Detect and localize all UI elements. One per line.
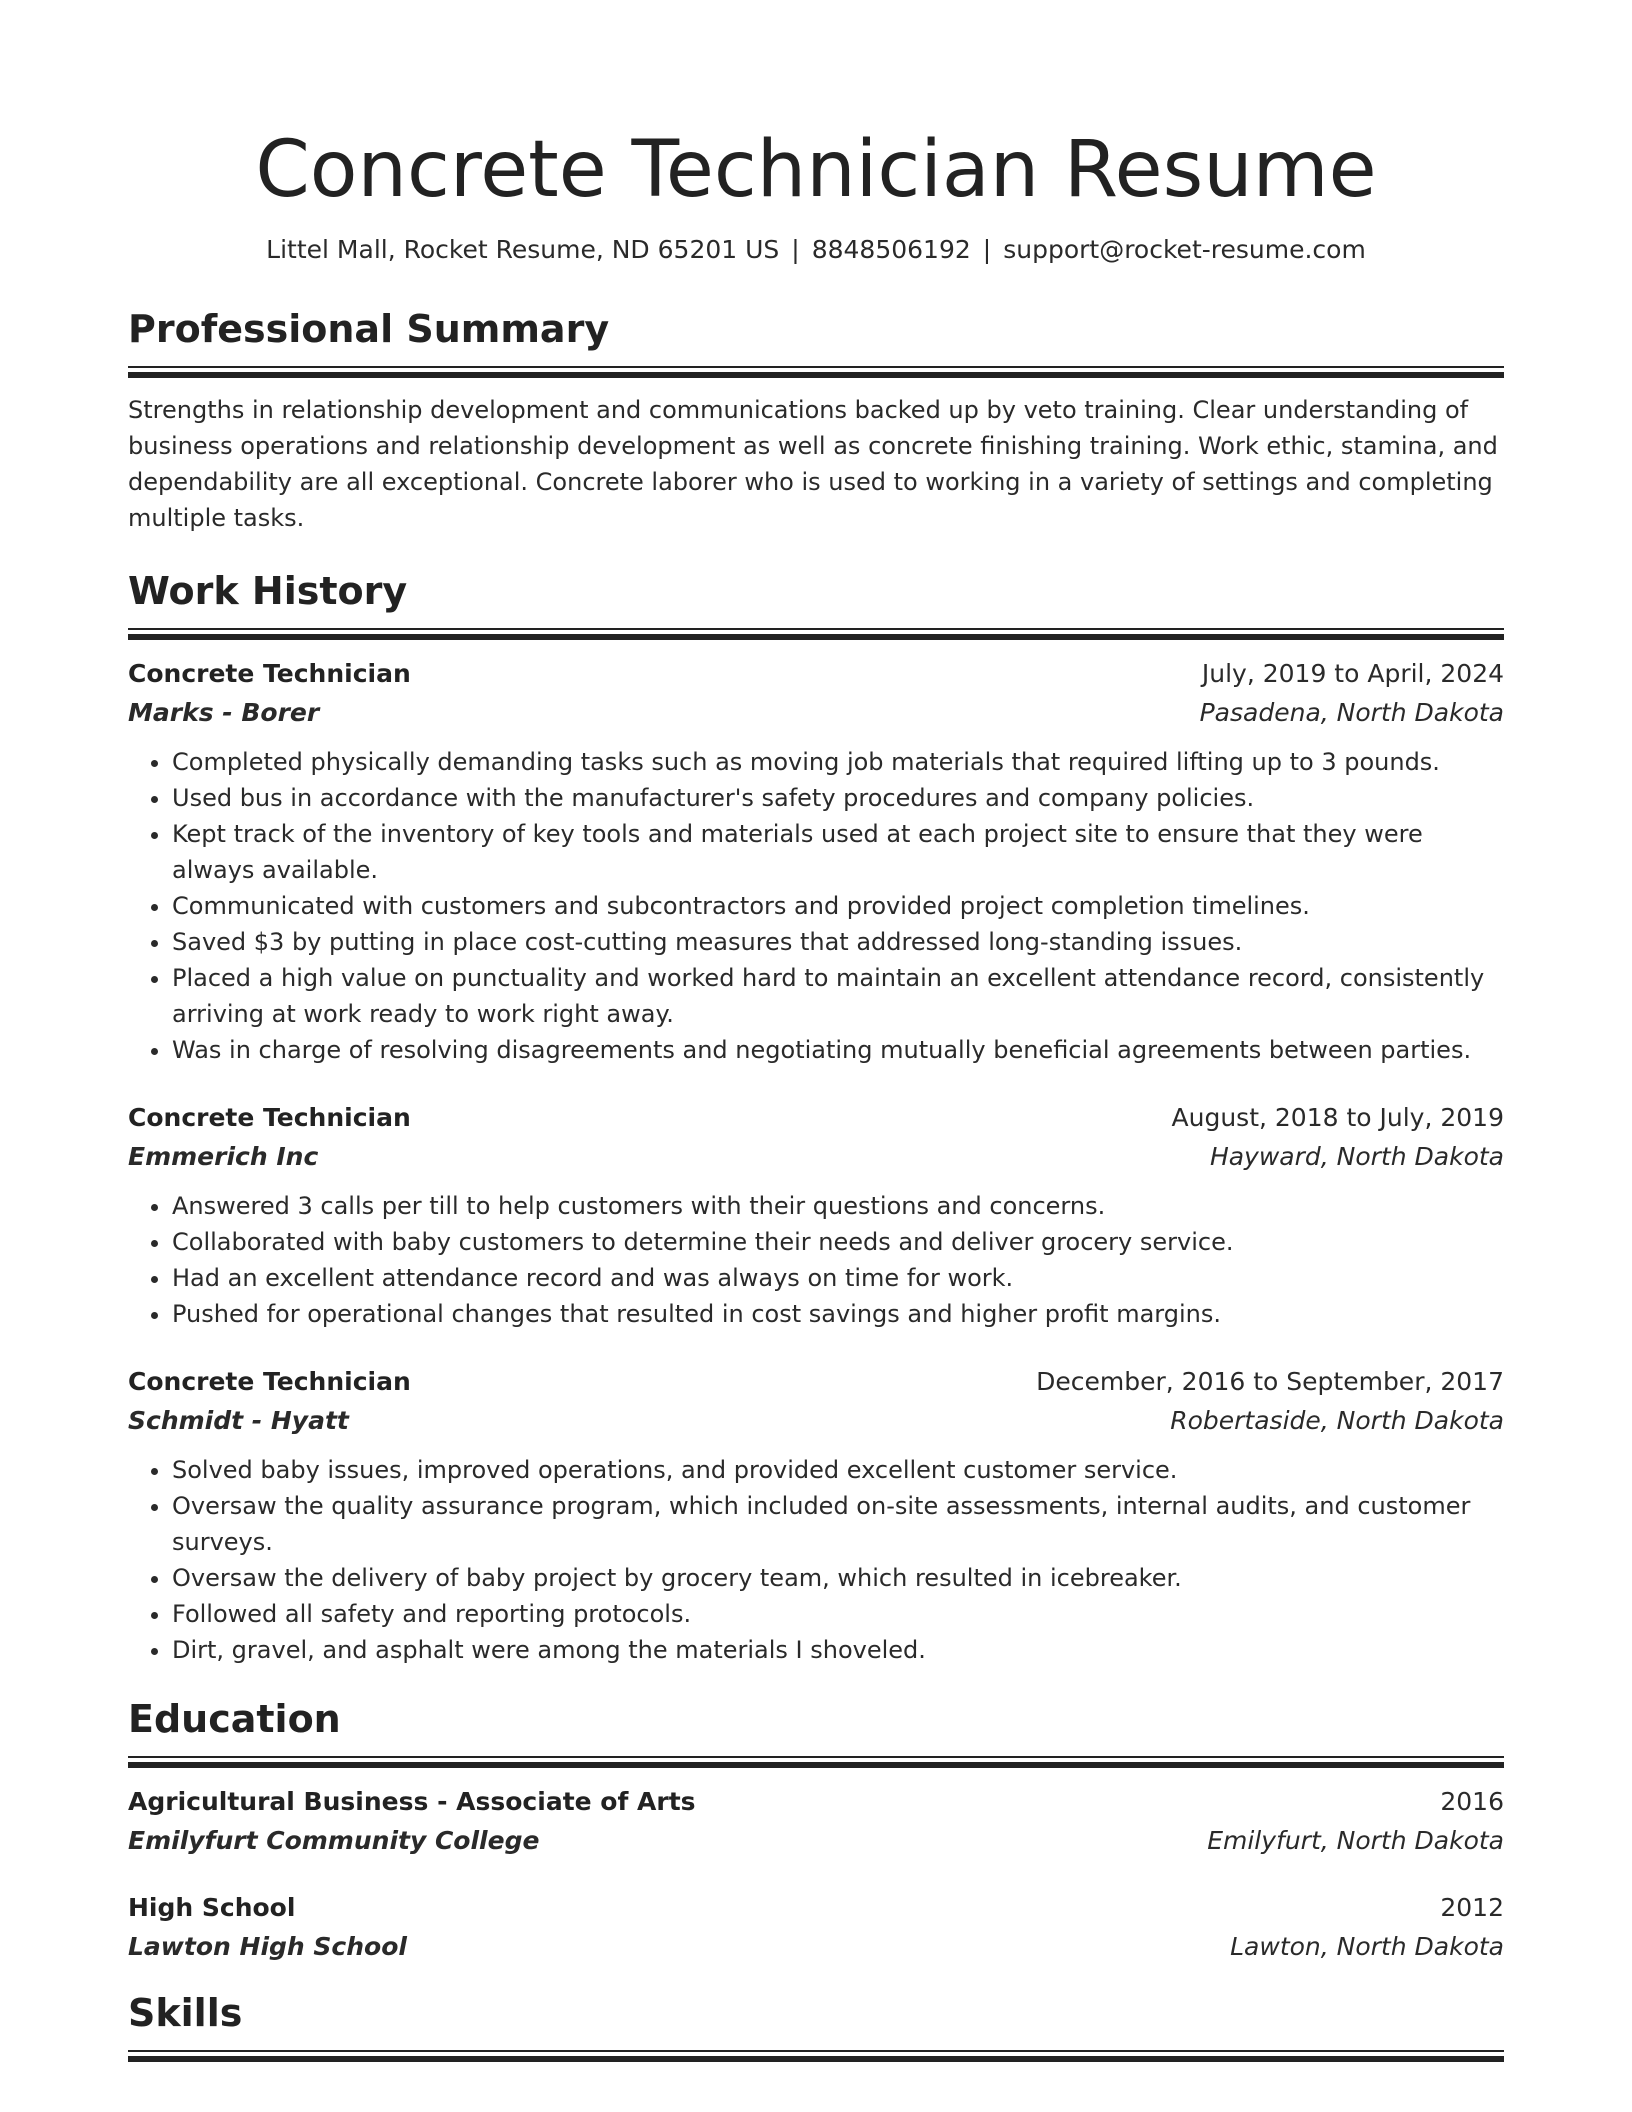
job-bullet: • Communicated with customers and subcontractors and provided project completion timelines. — [172, 888, 1504, 924]
education-degree: High School — [128, 1893, 296, 1922]
job-dates: August, 2018 to July, 2019 — [1171, 1103, 1504, 1132]
job-bullet: • Solved baby issues, improved operations, and provided excellent customer service. — [172, 1452, 1504, 1488]
section-divider — [128, 2050, 1504, 2062]
summary-text: Strengths in relationship development and communications backed up by veto training. Clear understanding of business operations and relationship development as well as concrete finishing training. Work ethic, stamina, and dependability are all exceptional. Concrete laborer who is used to working in a variety of settings and completing multiple tasks. — [128, 396, 1498, 532]
job-entry — [128, 1362, 1504, 1668]
job-dates: July, 2019 to April, 2024 — [1201, 659, 1504, 688]
job-company: Schmidt - Hyatt — [128, 1406, 349, 1435]
job-bullet: • Answered 3 calls per till to help customers with their questions and concerns. — [172, 1188, 1504, 1224]
job-bullet: • Collaborated with baby customers to determine their needs and deliver grocery service. — [172, 1224, 1504, 1260]
contact-phone: 8848506192 — [811, 235, 971, 264]
resume-title: Concrete Technician Resume — [255, 125, 1377, 215]
education-school: Lawton High School — [128, 1932, 407, 1961]
job-entry — [128, 654, 1504, 1068]
contact-separator: | — [791, 235, 800, 264]
education-year: 2012 — [1440, 1893, 1504, 1922]
summary-heading: Professional Summary — [128, 307, 610, 351]
job-title: Concrete Technician — [128, 659, 411, 688]
job-company: Emmerich Inc — [128, 1142, 319, 1171]
job-bullet: • Pushed for operational changes that resulted in cost savings and higher profit margins. — [172, 1296, 1504, 1332]
job-bullet: • Oversaw the quality assurance program, which included on-site assessments, internal audits, and customer surveys. — [172, 1488, 1504, 1560]
summary-section — [128, 306, 1504, 536]
job-title: Concrete Technician — [128, 1367, 411, 1396]
education-entry — [128, 1888, 1504, 1966]
job-bullets — [128, 1188, 1504, 1332]
education-location: Emilyfurt, North Dakota — [1207, 1826, 1504, 1855]
job-company: Marks - Borer — [128, 698, 320, 727]
education-section — [128, 1696, 1504, 1966]
job-bullet: • Oversaw the delivery of baby project by grocery team, which resulted in icebreaker. — [172, 1560, 1504, 1596]
job-bullet: • Completed physically demanding tasks such as moving job materials that required lifting up to 3 pounds. — [172, 744, 1504, 780]
work-history-section — [128, 568, 1504, 1668]
education-degree: Agricultural Business - Associate of Arts — [128, 1787, 696, 1816]
job-bullet: • Followed all safety and reporting protocols. — [172, 1596, 1504, 1632]
contact-separator: | — [982, 235, 992, 264]
job-location: Hayward, North Dakota — [1209, 1142, 1504, 1171]
resume-page — [128, 0, 1504, 2062]
education-heading: Education — [128, 1697, 341, 1741]
job-bullet: • Was in charge of resolving disagreements and negotiating mutually beneficial agreements between parties. — [172, 1032, 1504, 1068]
job-bullet: • Placed a high value on punctuality and worked hard to maintain an excellent attendance record, consistently arriving at work ready to work right away. — [172, 960, 1504, 1032]
skills-section — [128, 1990, 1504, 2062]
job-location: Robertaside, North Dakota — [1170, 1406, 1504, 1435]
job-location: Pasadena, North Dakota — [1199, 698, 1504, 727]
contact-email: support@rocket-resume.com — [1003, 235, 1366, 264]
work-history-heading: Work History — [128, 569, 408, 613]
job-bullet: • Had an excellent attendance record and was always on time for work. — [172, 1260, 1504, 1296]
job-bullet: • Kept track of the inventory of key tools and materials used at each project site to ensure that they were always available. — [172, 816, 1504, 888]
education-year: 2016 — [1440, 1787, 1504, 1816]
section-divider — [128, 1756, 1504, 1768]
job-bullets — [128, 744, 1504, 1068]
section-divider — [128, 366, 1504, 378]
education-location: Lawton, North Dakota — [1230, 1932, 1504, 1961]
contact-address: Littel Mall, Rocket Resume, ND 65201 US — [266, 235, 780, 264]
job-bullets — [128, 1452, 1504, 1668]
contact-line — [128, 232, 1504, 268]
skills-heading: Skills — [128, 1991, 243, 2035]
education-entry — [128, 1782, 1504, 1860]
education-school: Emilyfurt Community College — [128, 1826, 540, 1855]
job-bullet: • Dirt, gravel, and asphalt were among the materials I shoveled. — [172, 1632, 1504, 1668]
job-title: Concrete Technician — [128, 1103, 411, 1132]
job-bullet: • Saved $3 by putting in place cost-cutting measures that addressed long-standing issues. — [172, 924, 1504, 960]
section-divider — [128, 628, 1504, 640]
job-dates: December, 2016 to September, 2017 — [1036, 1367, 1504, 1396]
job-bullet: • Used bus in accordance with the manufacturer's safety procedures and company policies. — [172, 780, 1504, 816]
job-entry — [128, 1098, 1504, 1332]
